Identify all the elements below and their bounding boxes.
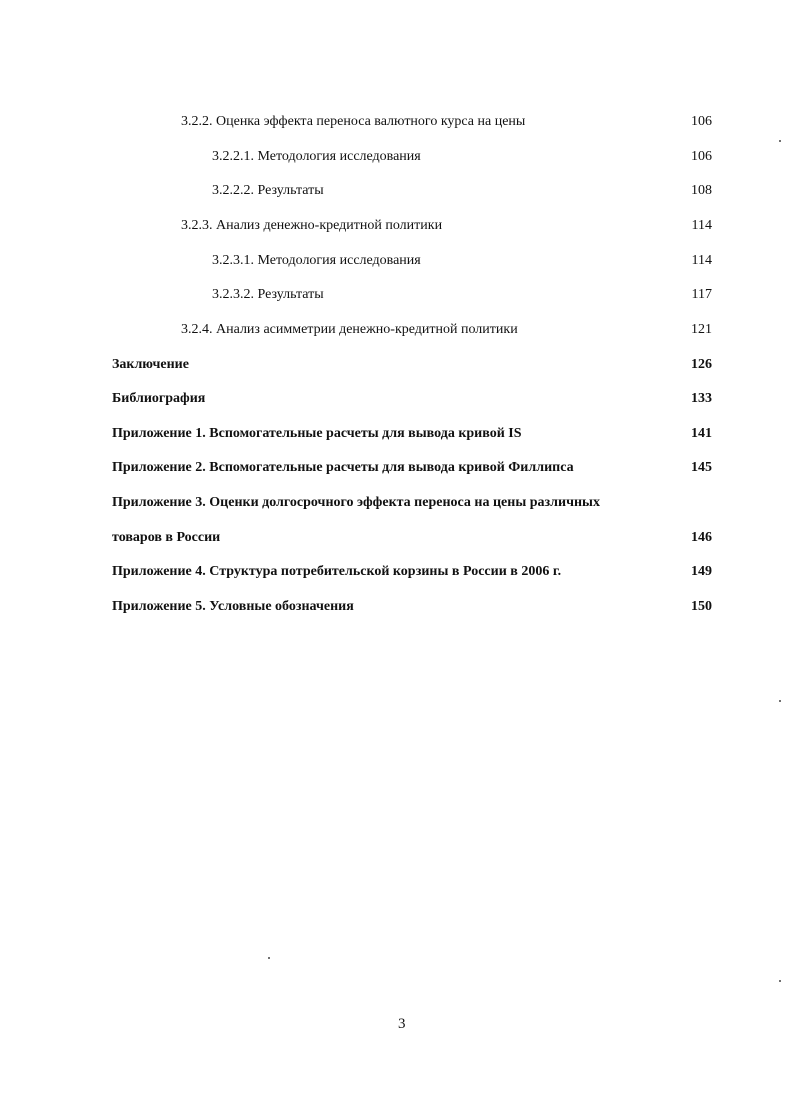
toc-entry-page: 106 bbox=[691, 149, 712, 164]
toc-entry-title: Приложение 3. Оценки долгосрочного эффекта переноса на цены различных bbox=[112, 495, 600, 510]
toc-entry-title: товаров в России bbox=[112, 530, 221, 545]
page-number: 3 bbox=[398, 1016, 406, 1032]
toc-entry-title: Приложение 4. Структура потребительской корзины в России в 2006 г. bbox=[112, 564, 562, 579]
scan-speck bbox=[268, 957, 270, 959]
toc-entry-title: Библиография bbox=[112, 391, 206, 406]
toc-entry-page: 126 bbox=[691, 357, 712, 372]
toc-entry-page: 114 bbox=[691, 253, 712, 268]
toc-entry-page: 149 bbox=[691, 564, 712, 579]
toc-entry-title: Приложение 5. Условные обозначения bbox=[112, 599, 354, 614]
toc-entry-page: 150 bbox=[691, 599, 712, 614]
toc-entry-title: 3.2.3.2. Результаты bbox=[212, 287, 324, 302]
toc-entry-page: 146 bbox=[691, 530, 712, 545]
toc-entry-title: 3.2.3.1. Методология исследования bbox=[212, 253, 421, 268]
scan-speck bbox=[779, 700, 781, 702]
toc-entry-title: Приложение 1. Вспомогательные расчеты для вывода кривой IS bbox=[112, 426, 522, 441]
toc-entry-page: 106 bbox=[691, 114, 712, 129]
toc-entry-title: 3.2.2.1. Методология исследования bbox=[212, 149, 421, 164]
toc-entry-page: 121 bbox=[691, 322, 712, 337]
toc-entry-page: 145 bbox=[691, 460, 712, 475]
toc-entry-title: 3.2.3. Анализ денежно-кредитной политики bbox=[181, 218, 443, 233]
toc-entry-title: 3.2.2. Оценка эффекта переноса валютного курса на цены bbox=[181, 114, 526, 129]
toc-entry-title: Приложение 2. Вспомогательные расчеты для вывода кривой Филлипса bbox=[112, 460, 574, 475]
toc-entry-page: 108 bbox=[691, 183, 712, 198]
toc-entry-page: 133 bbox=[691, 391, 712, 406]
toc-entry-page: 114 bbox=[691, 218, 712, 233]
toc-entry-title: Заключение bbox=[112, 357, 189, 372]
scan-speck bbox=[779, 980, 781, 982]
scan-speck bbox=[779, 140, 781, 142]
toc-entry-page: 141 bbox=[691, 426, 712, 441]
toc-entry-page: 117 bbox=[691, 287, 712, 302]
toc-entry-title: 3.2.2.2. Результаты bbox=[212, 183, 324, 198]
toc-entry-title: 3.2.4. Анализ асимметрии денежно-кредитной политики bbox=[181, 322, 518, 337]
